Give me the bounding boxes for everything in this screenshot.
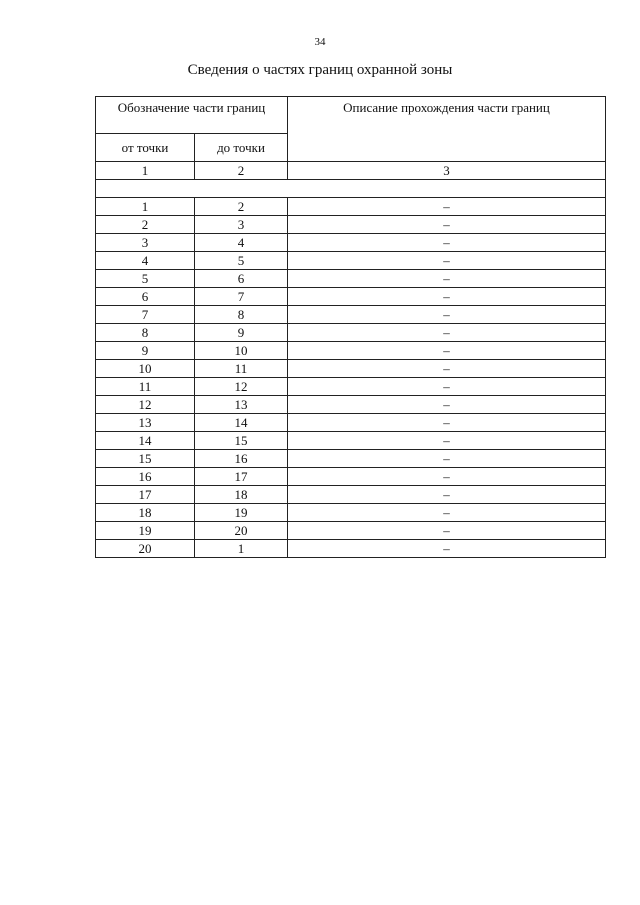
table-row [96, 198, 606, 216]
table-row [96, 360, 606, 378]
cell-from: 15 [96, 450, 195, 468]
cell-desc: – [288, 288, 606, 306]
table-row [96, 324, 606, 342]
table-row [96, 234, 606, 252]
cell-to: 3 [195, 216, 288, 234]
cell-to: 12 [195, 378, 288, 396]
table-row [96, 342, 606, 360]
cell-from: 16 [96, 468, 195, 486]
cell-to: 6 [195, 270, 288, 288]
table-row [96, 288, 606, 306]
page-number: 34 [314, 36, 326, 48]
cell-from: 11 [96, 378, 195, 396]
cell-desc: – [288, 414, 606, 432]
header-row-main [96, 97, 606, 134]
table-row [96, 486, 606, 504]
cell-desc: – [288, 522, 606, 540]
cell-desc: – [288, 450, 606, 468]
cell-desc: – [288, 306, 606, 324]
cell-from: 14 [96, 432, 195, 450]
column-number-3: 3 [288, 162, 606, 180]
cell-to: 11 [195, 360, 288, 378]
cell-to: 18 [195, 486, 288, 504]
cell-desc: – [288, 252, 606, 270]
boundary-parts-table [95, 96, 606, 558]
cell-to: 19 [195, 504, 288, 522]
cell-desc: – [288, 432, 606, 450]
cell-from: 4 [96, 252, 195, 270]
document-title: Сведения о частях границ охранной зоны [187, 62, 453, 78]
header-boundary-designation: Обозначение части границ [96, 97, 288, 134]
cell-from: 20 [96, 540, 195, 558]
table-row [96, 216, 606, 234]
cell-desc: – [288, 198, 606, 216]
table-row [96, 396, 606, 414]
table-row [96, 504, 606, 522]
table-row [96, 432, 606, 450]
cell-from: 1 [96, 198, 195, 216]
column-number-2: 2 [195, 162, 288, 180]
cell-from: 12 [96, 396, 195, 414]
cell-desc: – [288, 360, 606, 378]
cell-desc: – [288, 486, 606, 504]
cell-from: 19 [96, 522, 195, 540]
cell-desc: – [288, 468, 606, 486]
cell-desc: – [288, 234, 606, 252]
cell-desc: – [288, 540, 606, 558]
table-row [96, 414, 606, 432]
table-row [96, 306, 606, 324]
cell-from: 8 [96, 324, 195, 342]
table-row [96, 468, 606, 486]
cell-desc: – [288, 396, 606, 414]
cell-to: 17 [195, 468, 288, 486]
table-row [96, 270, 606, 288]
cell-to: 2 [195, 198, 288, 216]
cell-from: 6 [96, 288, 195, 306]
cell-from: 2 [96, 216, 195, 234]
cell-to: 10 [195, 342, 288, 360]
cell-desc: – [288, 504, 606, 522]
header-to-point: до точки [195, 134, 288, 162]
cell-to: 4 [195, 234, 288, 252]
cell-to: 20 [195, 522, 288, 540]
table-row [96, 540, 606, 558]
cell-from: 7 [96, 306, 195, 324]
cell-to: 16 [195, 450, 288, 468]
cell-desc: – [288, 324, 606, 342]
cell-to: 8 [195, 306, 288, 324]
header-from-point: от точки [96, 134, 195, 162]
cell-to: 5 [195, 252, 288, 270]
empty-section-row [96, 180, 606, 198]
table-row [96, 522, 606, 540]
empty-section-cell [96, 180, 606, 198]
cell-desc: – [288, 270, 606, 288]
table-row [96, 378, 606, 396]
table-row [96, 252, 606, 270]
cell-to: 7 [195, 288, 288, 306]
cell-to: 1 [195, 540, 288, 558]
cell-desc: – [288, 216, 606, 234]
cell-desc: – [288, 342, 606, 360]
cell-to: 9 [195, 324, 288, 342]
cell-to: 14 [195, 414, 288, 432]
cell-from: 9 [96, 342, 195, 360]
table-row [96, 450, 606, 468]
header-boundary-description: Описание прохождения части границ [288, 97, 606, 162]
cell-from: 10 [96, 360, 195, 378]
cell-from: 13 [96, 414, 195, 432]
cell-to: 13 [195, 396, 288, 414]
cell-from: 5 [96, 270, 195, 288]
cell-from: 3 [96, 234, 195, 252]
column-number-1: 1 [96, 162, 195, 180]
column-number-row [96, 162, 606, 180]
cell-to: 15 [195, 432, 288, 450]
cell-from: 18 [96, 504, 195, 522]
cell-desc: – [288, 378, 606, 396]
cell-from: 17 [96, 486, 195, 504]
